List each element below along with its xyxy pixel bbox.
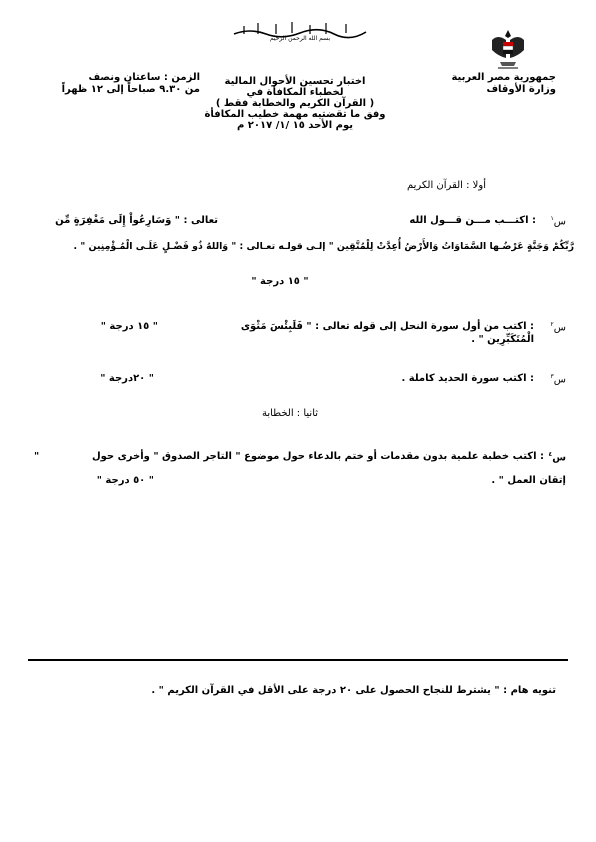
q2-number: ٢ xyxy=(550,321,554,328)
q1-letter: س xyxy=(553,216,566,228)
exam-title-block xyxy=(180,76,410,131)
q3-score: " ٢٠درجة " xyxy=(100,373,154,384)
egypt-eagle-emblem-icon xyxy=(490,28,526,72)
basmala-text: بسم الله الرحمن الرحيم xyxy=(269,35,331,42)
q1-number: ١ xyxy=(550,215,554,222)
exam-title-line3: ( القرآن الكريم والخطابة فقط ) xyxy=(215,98,375,109)
q2-text: : اكتب من أول سورة النحل إلى قوله تعالى : " فَلَبِئْسَ مَثْوَى الْمُتَكَبِّرِين " . xyxy=(240,321,534,345)
section-khutba-title: ثانيا : الخطابة xyxy=(261,408,319,419)
exam-duration: الزمن : ساعتان ونصف xyxy=(88,72,200,83)
q4-quote-mark: " xyxy=(34,451,40,462)
basmala-calligraphy xyxy=(230,18,370,42)
q4-label xyxy=(542,448,566,464)
q1-verse-continued: رَّبِّكُمْ وَجَنَّةٍ عَرْضُـها السَّمَاوَاتُ وَالأَرْضُ أُعِدَّتْ لِلْمُتَّقِين " إلـى قولـه تعـالى : " وَاللهُ ذُو فَضْـلٍ عَلَـى الْمُـؤْمِنِين " . xyxy=(73,241,574,252)
q1-score: " ١٥ درجة " xyxy=(251,276,309,287)
exam-hours: من ٩.٣٠ صباحاً إلى ١٢ ظهراً xyxy=(61,84,200,95)
q4-letter: س xyxy=(552,452,566,464)
q4-text-line1: : اكتب خطبة علمية بدون مقدمات أو ختم بالدعاء حول موضوع " التاجر الصدوق " وأخرى حول xyxy=(91,451,544,462)
ministry-name: وزارة الأوقاف xyxy=(486,84,556,95)
footer-divider xyxy=(28,659,568,661)
exam-date: يوم الأحد ١٥ /١/ ٢٠١٧ م xyxy=(236,120,354,131)
q4-number: ٤ xyxy=(548,451,553,458)
q2-letter: س xyxy=(553,322,566,334)
section-quran-title: أولا : القرآن الكريم xyxy=(406,180,486,191)
q1-verse-start: تعالى : " وَسَارِعُواْ إِلَى مَغْفِرَةٍ مِّن xyxy=(55,215,218,226)
exam-time-block xyxy=(40,72,200,96)
q4-text-line2: إتقان العمل " . xyxy=(491,475,566,486)
q4-score: " ٥٠ درجة " xyxy=(96,475,154,486)
q3-number: ٣ xyxy=(550,373,554,380)
exam-title-line4: وفق ما تقضتيه مهمة خطيب المكافأة xyxy=(204,109,386,120)
country-name: جمهورية مصر العربية xyxy=(451,72,556,83)
q3-text: : اكتب سورة الحديد كاملة . xyxy=(401,373,534,384)
q1-intro: : اكتـــب مـــن قـــول الله xyxy=(409,215,536,226)
important-note: تنويه هام : " يشترط للنجاح الحصول على ٢٠ درجة على الأقل في القرآن الكريم " . xyxy=(151,685,556,696)
q3-letter: س xyxy=(553,374,566,386)
ministry-header xyxy=(426,72,556,96)
exam-title-line2: لخطباء المكافأة في xyxy=(246,87,344,98)
exam-title-line1: اختبار تحسين الأحوال المالية xyxy=(224,76,366,87)
q2-score: " ١٥ درجة " xyxy=(100,321,158,332)
